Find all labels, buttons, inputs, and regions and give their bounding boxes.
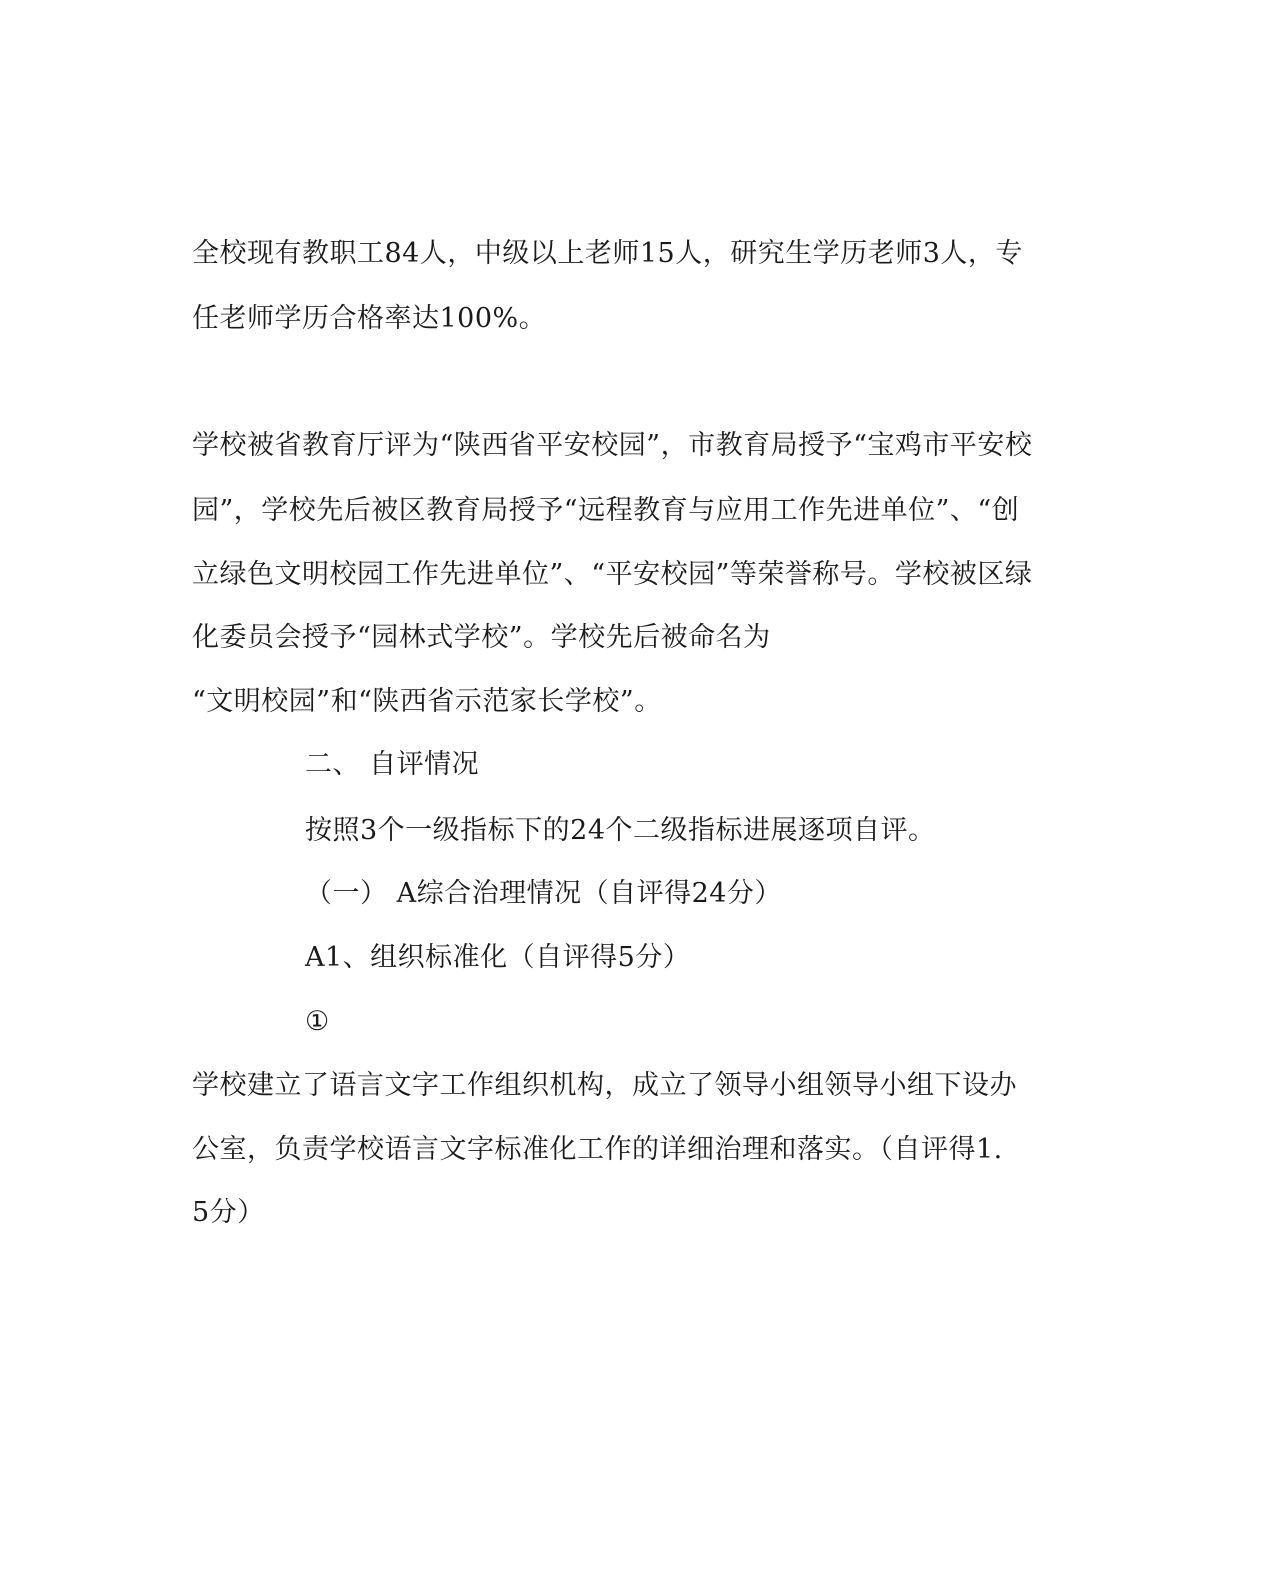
section-intro: 按照3个一级指标下的24个二级指标进展逐项自评。 — [305, 815, 936, 846]
item-marker: ① — [305, 1006, 330, 1037]
paragraph-honors-line-3: 立绿色文明校园工作先进单位”、“平安校园”等荣誉称号。学校被区绿 — [192, 559, 1033, 590]
paragraph-honors-line-5: “文明校园”和“陕西省示范家长学校”。 — [192, 686, 662, 717]
paragraph-organization-line-3: 5分） — [192, 1197, 265, 1228]
paragraph-honors-line-2: 园”，学校先后被区教育局授予“远程教育与应用工作先进单位”、“创 — [192, 495, 1020, 526]
paragraph-organization-line-2: 公室，负责学校语言文字标准化工作的详细治理和落实。（自评得1. — [192, 1134, 1003, 1165]
paragraph-staff-line-1: 全校现有教职工84人，中级以上老师15人，研究生学历老师3人，专 — [192, 238, 1023, 269]
paragraph-honors-line-1: 学校被省教育厅评为“陕西省平安校园”，市教育局授予“宝鸡市平安校 — [192, 430, 1033, 461]
paragraph-staff-line-2: 任老师学历合格率达100%。 — [192, 303, 547, 334]
paragraph-honors-line-4: 化委员会授予“园林式学校”。学校先后被命名为 — [192, 622, 771, 653]
subsection-heading-a: （一） A综合治理情况（自评得24分） — [305, 878, 782, 909]
item-heading-a1: A1、组织标准化（自评得5分） — [305, 942, 691, 973]
section-heading-self-evaluation: 二、 自评情况 — [305, 749, 480, 780]
paragraph-organization-line-1: 学校建立了语言文字工作组织机构，成立了领导小组领导小组下设办 — [192, 1070, 1017, 1101]
